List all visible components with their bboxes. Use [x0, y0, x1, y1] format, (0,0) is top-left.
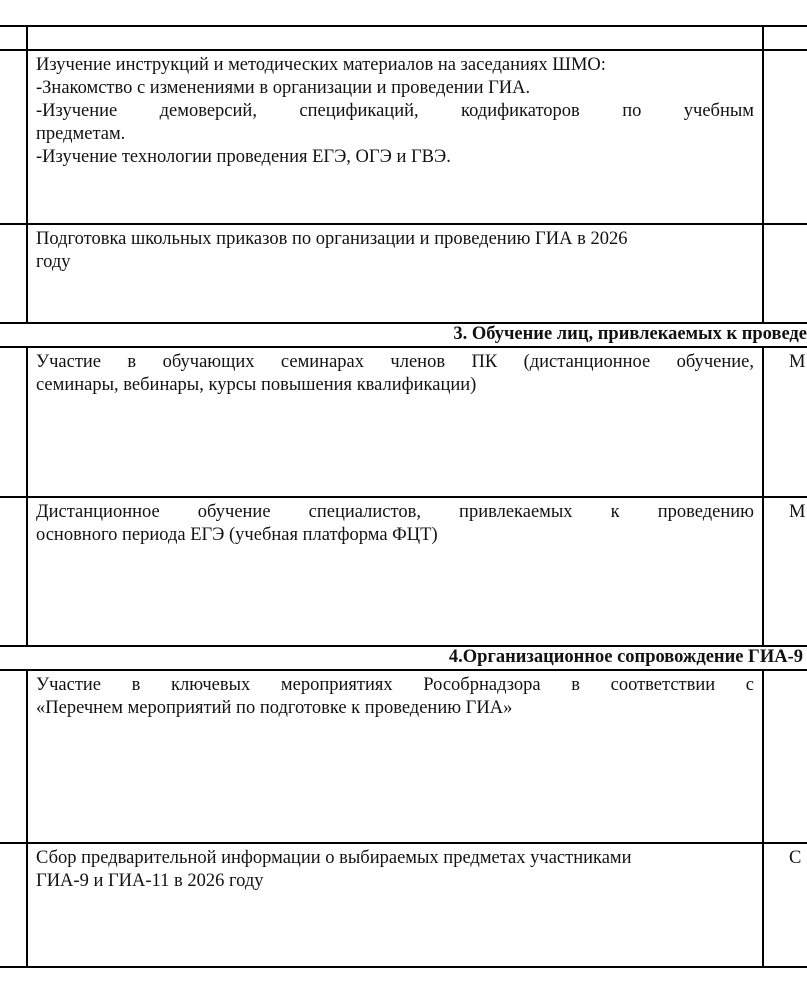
table-rule	[762, 669, 764, 968]
table-rule	[0, 223, 807, 225]
cell-line: -Изучение технологии проведения ЕГЭ, ОГЭ и ГВЭ.	[36, 147, 451, 167]
cell-line: Участие в ключевых мероприятиях Рособрнадзора в соответствии с	[36, 675, 754, 695]
cell-line: Участие в обучающих семинарах членов ПК (дистанционное обучение,	[36, 352, 754, 372]
cell-line: году	[36, 252, 71, 272]
section-heading: 4.Организационное сопровождение ГИА-9	[448, 647, 803, 667]
cell-line: Изучение инструкций и методических материалов на заседаниях ШМО:	[36, 55, 606, 75]
table-rule	[0, 346, 807, 348]
cell-line: -Изучение демоверсий, спецификаций, кодификаторов по учебным	[36, 101, 754, 121]
cell-line: предметам.	[36, 124, 126, 144]
table-rule	[0, 25, 807, 27]
table-rule	[0, 496, 807, 498]
cell-line: -Знакомство с изменениями в организации и проведении ГИА.	[36, 78, 531, 98]
cell-line: основного периода ЕГЭ (учебная платформа ФЦТ)	[36, 525, 438, 545]
cell-line: Подготовка школьных приказов по организации и проведению ГИА в 2026	[36, 229, 628, 249]
table-rule	[0, 966, 807, 968]
cell-fragment: С	[789, 848, 802, 868]
cell-line: Сбор предварительной информации о выбираемых предметах участниками	[36, 848, 632, 868]
cell-line: Дистанционное обучение специалистов, привлекаемых к проведению	[36, 502, 754, 522]
cell-line: семинары, вебинары, курсы повышения квалификации)	[36, 375, 477, 395]
table-cell	[36, 228, 754, 274]
table-cell	[36, 674, 754, 720]
table-cell	[36, 54, 754, 169]
table-rule	[762, 346, 764, 646]
cell-fragment: М	[789, 352, 806, 372]
table-cell	[36, 351, 754, 397]
cell-fragment: М	[789, 502, 806, 522]
table-cell	[36, 501, 754, 547]
table-rule	[26, 346, 28, 646]
table-rule	[26, 25, 28, 323]
table-rule	[762, 25, 764, 323]
table-rule	[0, 49, 807, 51]
cell-line: ГИА-9 и ГИА-11 в 2026 году	[36, 871, 264, 891]
cell-line: «Перечнем мероприятий по подготовке к проведению ГИА»	[36, 698, 513, 718]
table-rule	[26, 669, 28, 968]
table-rule	[0, 842, 807, 844]
table-rule	[0, 669, 807, 671]
table-cell	[36, 847, 754, 893]
section-heading: 3. Обучение лиц, привлекаемых к проведе	[453, 324, 807, 344]
